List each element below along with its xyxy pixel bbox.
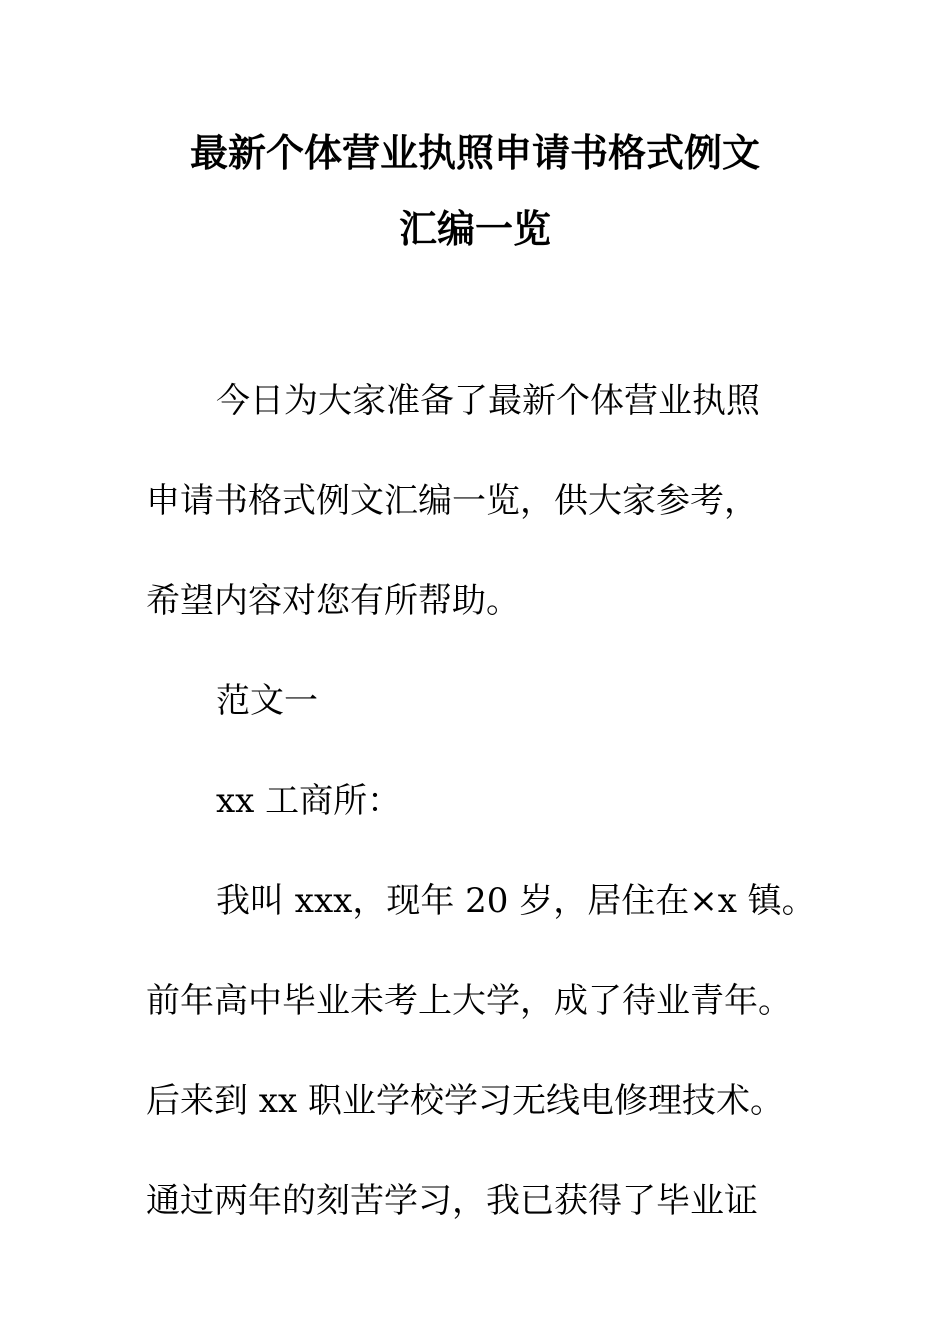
letter-salutation: xx 工商所： [216,781,402,821]
document-title-line-1: 最新个体营业执照申请书格式例文 [189,131,760,175]
letter-body-line-2: 前年高中毕业未考上大学，成了待业青年。 [146,981,792,1021]
paragraph-intro-line-1: 今日为大家准备了最新个体营业执照 [216,381,760,421]
letter-body-line-1: 我叫 xxx，现年 20 岁，居住在×x 镇。 [216,881,816,921]
section-heading-example-one: 范文一 [216,681,318,721]
paragraph-intro-line-3: 希望内容对您有所帮助。 [146,581,520,621]
paragraph-intro-line-2: 申请书格式例文汇编一览，供大家参考， [146,481,758,521]
document-title-line-2: 汇编一览 [398,207,551,251]
letter-body-line-3: 后来到 xx 职业学校学习无线电修理技术。 [146,1081,784,1121]
letter-body-line-4: 通过两年的刻苦学习，我已获得了毕业证 [146,1181,758,1221]
